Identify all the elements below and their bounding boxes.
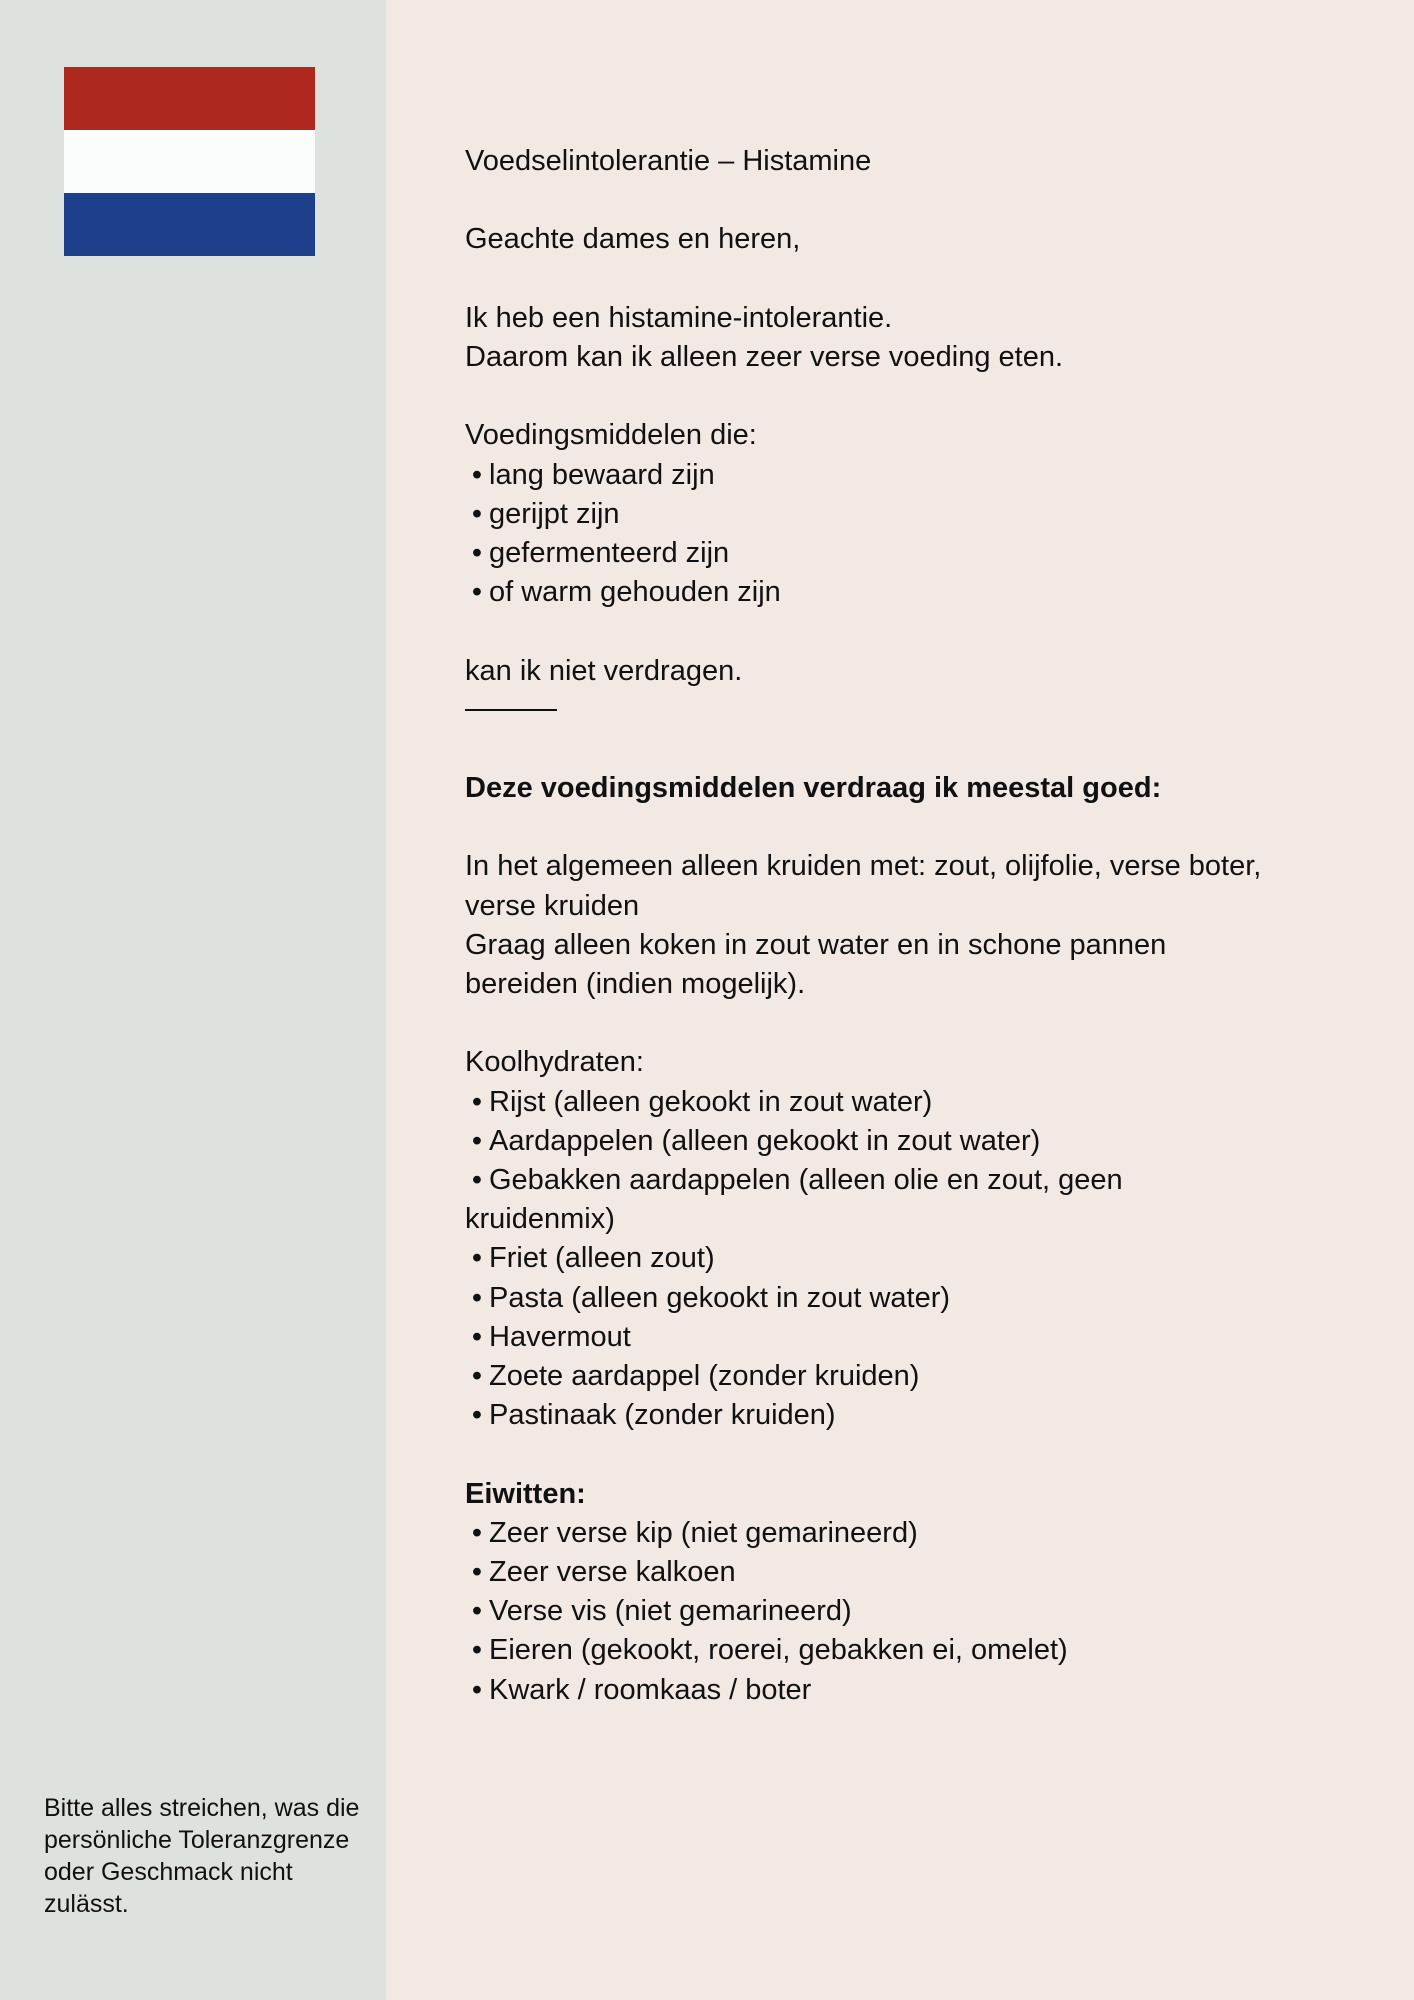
flag-stripe-white: [64, 130, 315, 193]
sidebar-note: Bitte alles streichen, was die persönliche Toleranzgrenze oder Geschmack nicht zulässt.: [44, 1794, 360, 1918]
avoid-item: • lang bewaard zijn: [465, 456, 1345, 495]
carbs-item: • Pastinaak (zonder kruiden): [465, 1396, 1345, 1435]
letter-body: [465, 142, 1345, 1710]
general-line: Graag alleen koken in zout water en in schone pannen: [465, 928, 1167, 961]
protein-label: Eiwitten:: [465, 1477, 586, 1510]
carbs-item: • Friet (alleen zout): [465, 1239, 1345, 1278]
intro-line: Daarom kan ik alleen zeer verse voeding eten.: [465, 340, 1064, 373]
carbs-item: • Pasta (alleen gekookt in zout water): [465, 1279, 1345, 1318]
protein-item: • Zeer verse kip (niet gemarineerd): [465, 1514, 1345, 1553]
carbs-item-continued: kruidenmix): [465, 1203, 615, 1236]
carbs-label: Koolhydraten:: [465, 1046, 644, 1079]
carbs-item: • Rijst (alleen gekookt in zout water): [465, 1083, 1345, 1122]
sidebar: [0, 0, 386, 2000]
flag-stripe-blue: [64, 193, 315, 256]
flag-stripe-red: [64, 67, 315, 130]
letter-greeting: Geachte dames en heren,: [465, 223, 801, 256]
carbs-item: • Zoete aardappel (zonder kruiden): [465, 1357, 1345, 1396]
general-line: verse kruiden: [465, 889, 640, 922]
intro-line: Ik heb een histamine-intolerantie.: [465, 301, 893, 334]
divider: [465, 709, 557, 711]
avoid-item: • gerijpt zijn: [465, 495, 1345, 534]
carbs-item: • Havermout: [465, 1318, 1345, 1357]
protein-item: • Kwark / roomkaas / boter: [465, 1671, 1345, 1710]
general-line: In het algemeen alleen kruiden met: zout, olijfolie, verse boter,: [465, 850, 1262, 883]
letter-subject: Voedselintolerantie – Histamine: [465, 145, 872, 177]
tolerated-heading: Deze voedingsmiddelen verdraag ik meestal goed:: [465, 771, 1162, 804]
avoid-conclusion: kan ik niet verdragen.: [465, 654, 743, 687]
avoid-item: • of warm gehouden zijn: [465, 573, 1345, 612]
protein-item: • Verse vis (niet gemarineerd): [465, 1592, 1345, 1631]
protein-item: • Zeer verse kalkoen: [465, 1553, 1345, 1592]
foods-label: Voedingsmiddelen die:: [465, 419, 757, 452]
carbs-item: • Gebakken aardappelen (alleen olie en zout, geen: [465, 1161, 1345, 1200]
general-line: bereiden (indien mogelijk).: [465, 967, 806, 1000]
carbs-item: • Aardappelen (alleen gekookt in zout water): [465, 1122, 1345, 1161]
protein-item: • Eieren (gekookt, roerei, gebakken ei, omelet): [465, 1631, 1345, 1670]
avoid-item: • gefermenteerd zijn: [465, 534, 1345, 573]
netherlands-flag-icon: [64, 67, 315, 256]
